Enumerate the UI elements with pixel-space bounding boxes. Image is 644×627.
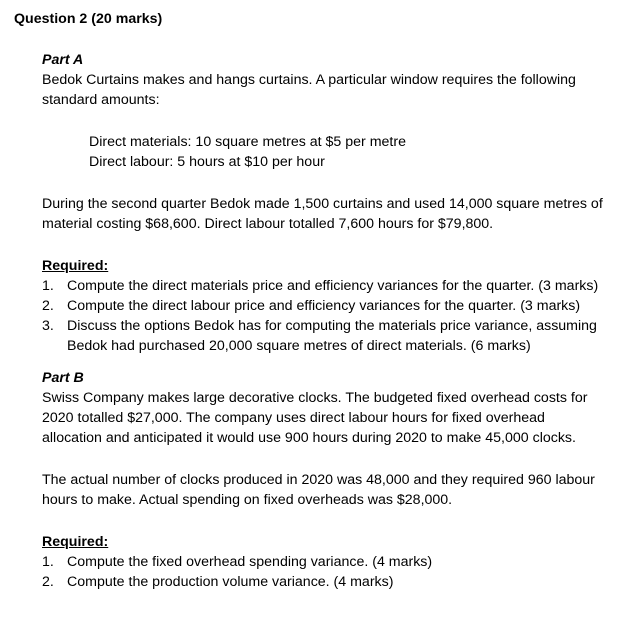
list-item-number: 1. <box>42 278 54 294</box>
part-a-required-heading <box>42 256 108 276</box>
part-b-required-label: Required <box>42 534 104 550</box>
part-b-required-heading <box>42 532 108 552</box>
part-a-actuals: During the second quarter Bedok made 1,500 curtains and used 14,000 square metres of material costing $68,600. Direct labour totalled 7,600 hours for $79,800. <box>42 196 603 232</box>
part-b-intro: Swiss Company makes large decorative clocks. The budgeted fixed overhead costs for 2020 totalled $27,000. The company uses direct labour hours for fixed overhead allocation and anticipated it would use 900 hours during 2020 to make 45,000 clocks. <box>42 390 588 446</box>
list-item <box>42 572 632 592</box>
part-b-required-list <box>42 552 632 592</box>
part-a-required-label: Required <box>42 258 104 274</box>
list-item-number: 3. <box>42 318 54 334</box>
part-b-heading: Part B <box>42 370 84 386</box>
question-title: Question 2 (20 marks) <box>14 11 163 27</box>
list-item <box>42 276 632 296</box>
part-a-heading: Part A <box>42 52 84 68</box>
list-item-text: Compute the production volume variance. (4 marks) <box>67 574 394 590</box>
list-item-number: 1. <box>42 554 54 570</box>
list-item-text: Compute the fixed overhead spending variance. (4 marks) <box>67 554 433 570</box>
list-item-number: 2. <box>42 298 54 314</box>
part-a-required-colon: : <box>103 258 109 274</box>
part-a-intro: Bedok Curtains makes and hangs curtains. A particular window requires the following standard amounts: <box>42 72 576 108</box>
list-item <box>42 316 627 356</box>
list-item <box>42 552 632 572</box>
list-item-number: 2. <box>42 574 54 590</box>
list-item <box>42 296 632 316</box>
part-a-required-list <box>42 276 632 356</box>
list-item-text: Compute the direct labour price and efficiency variances for the quarter. (3 marks) <box>67 298 581 314</box>
list-item-text: Compute the direct materials price and efficiency variances for the quarter. (3 marks) <box>67 278 599 294</box>
list-item-text: Discuss the options Bedok has for computing the materials price variance, assuming Bedok had purchased 20,000 square metres of direct materials. (6 marks) <box>67 318 597 354</box>
standard-direct-materials: Direct materials: 10 square metres at $5 per metre <box>89 134 406 150</box>
part-b-required-colon: : <box>103 534 109 550</box>
part-b-actuals: The actual number of clocks produced in 2020 was 48,000 and they required 960 labour hours to make. Actual spending on fixed overheads was $28,000. <box>42 472 595 508</box>
standard-direct-labour: Direct labour: 5 hours at $10 per hour <box>89 154 325 170</box>
